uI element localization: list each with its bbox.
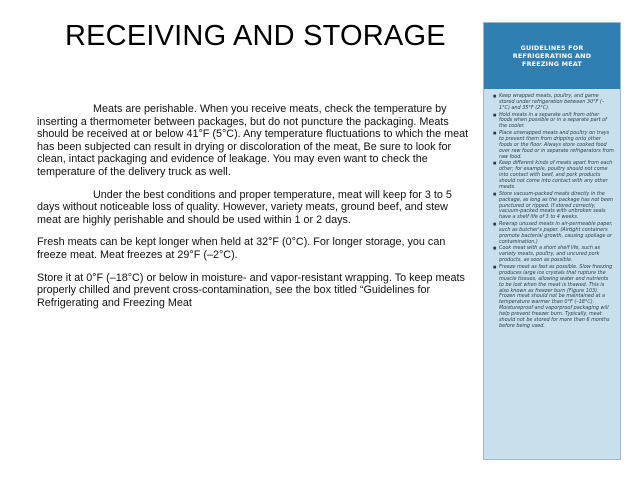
guidelines-sidebar	[483, 22, 621, 460]
guideline-item: ■ Place unwrapped meats and poultry on trays to prevent them from dripping onto other foods or the floor. Always store cooked food over raw food or in separate refrigerators from raw food.	[493, 131, 614, 161]
paragraph-store-frozen: Store it at 0°F (–18°C) or below in moisture- and vapor-resistant wrapping. To keep meats properly chilled and prevent cross-contamination, see the box titled “Guidelines for Refrigerating and Freezing Meat	[37, 271, 465, 309]
sidebar-header	[484, 23, 620, 89]
sidebar-guideline-list	[484, 89, 620, 330]
guideline-item: ■ Keep different kinds of meats apart from each other; for example, poultry should not come into contact with beef, and pork products should not come into contact with any other meats.	[493, 161, 614, 191]
sidebar-header-line: GUIDELINES FOR	[520, 44, 584, 52]
slide-title: RECEIVING AND STORAGE	[65, 20, 446, 52]
guideline-item: ■ Keep wrapped meats, poultry, and game stored under refrigeration between 30°F (–1°C) and 35°F (2°C).	[493, 94, 614, 112]
sidebar-header-line: REFRIGERATING AND	[512, 52, 592, 60]
guideline-item: ■ Rewrap unused meats in air-permeable paper, such as butcher's paper. (Airtight containers promote bacterial growth, causing spoilage or contamination.)	[493, 222, 614, 246]
sidebar-header-line: FREEZING MEAT	[522, 60, 582, 68]
guideline-item: ■ Hold meats in a separate unit from other foods when possible or in a separate part of the cooler.	[493, 113, 614, 131]
paragraph-receiving: Meats are perishable. When you receive meats, check the temperature by inserting a thermometer between packages, but do not puncture the packaging. Meats should be received at or below 41°F (5°C). Any temperature fluctuations to which the meat has been subjected can result in drying or discoloration of the meat, Be sure to look for clean, intact packaging and evidence of leakage. You may even want to check the temperature of the delivery truck as well.	[37, 103, 469, 178]
guideline-item: ■ Cook meat with a short shelf life, such as variety meats, poultry, and uncured pork products, as soon as possible.	[493, 246, 614, 264]
paragraph-fresh-meats: Fresh meats can be kept longer when held at 32°F (0°C). For longer storage, you can freeze meat. Meat freezes at 29°F (–2°C).	[37, 236, 446, 261]
guideline-item: ■ Freeze meat as fast as possible. Slow freezing produces large ice crystals that rupture the muscle tissues, allowing water and nutrients to be lost when the meat is thawed. This is also known as freezer burn (Figure 103). Frozen meat should not be maintained at a temperature warmer than 0°F (–18°C). Moistureproof and vaporproof packaging will help prevent freezer burn. Typically, meat should not be stored for more than 6 months before being used.	[493, 265, 614, 330]
paragraph-shelf-life: Under the best conditions and proper temperature, meat will keep for 3 to 5 days without noticeable loss of quality. However, variety meats, ground beef, and stew meat are highly perishable and should be used within 1 or 2 days.	[37, 188, 452, 226]
guideline-item: ■ Store vacuum-packed meats directly in the package, as long as the package has not been punctured or ripped. If stored correctly, vacuum-packed meats with unbroken seals have a shelf life of 3 to 4 weeks.	[493, 192, 614, 222]
body-text	[37, 103, 469, 319]
